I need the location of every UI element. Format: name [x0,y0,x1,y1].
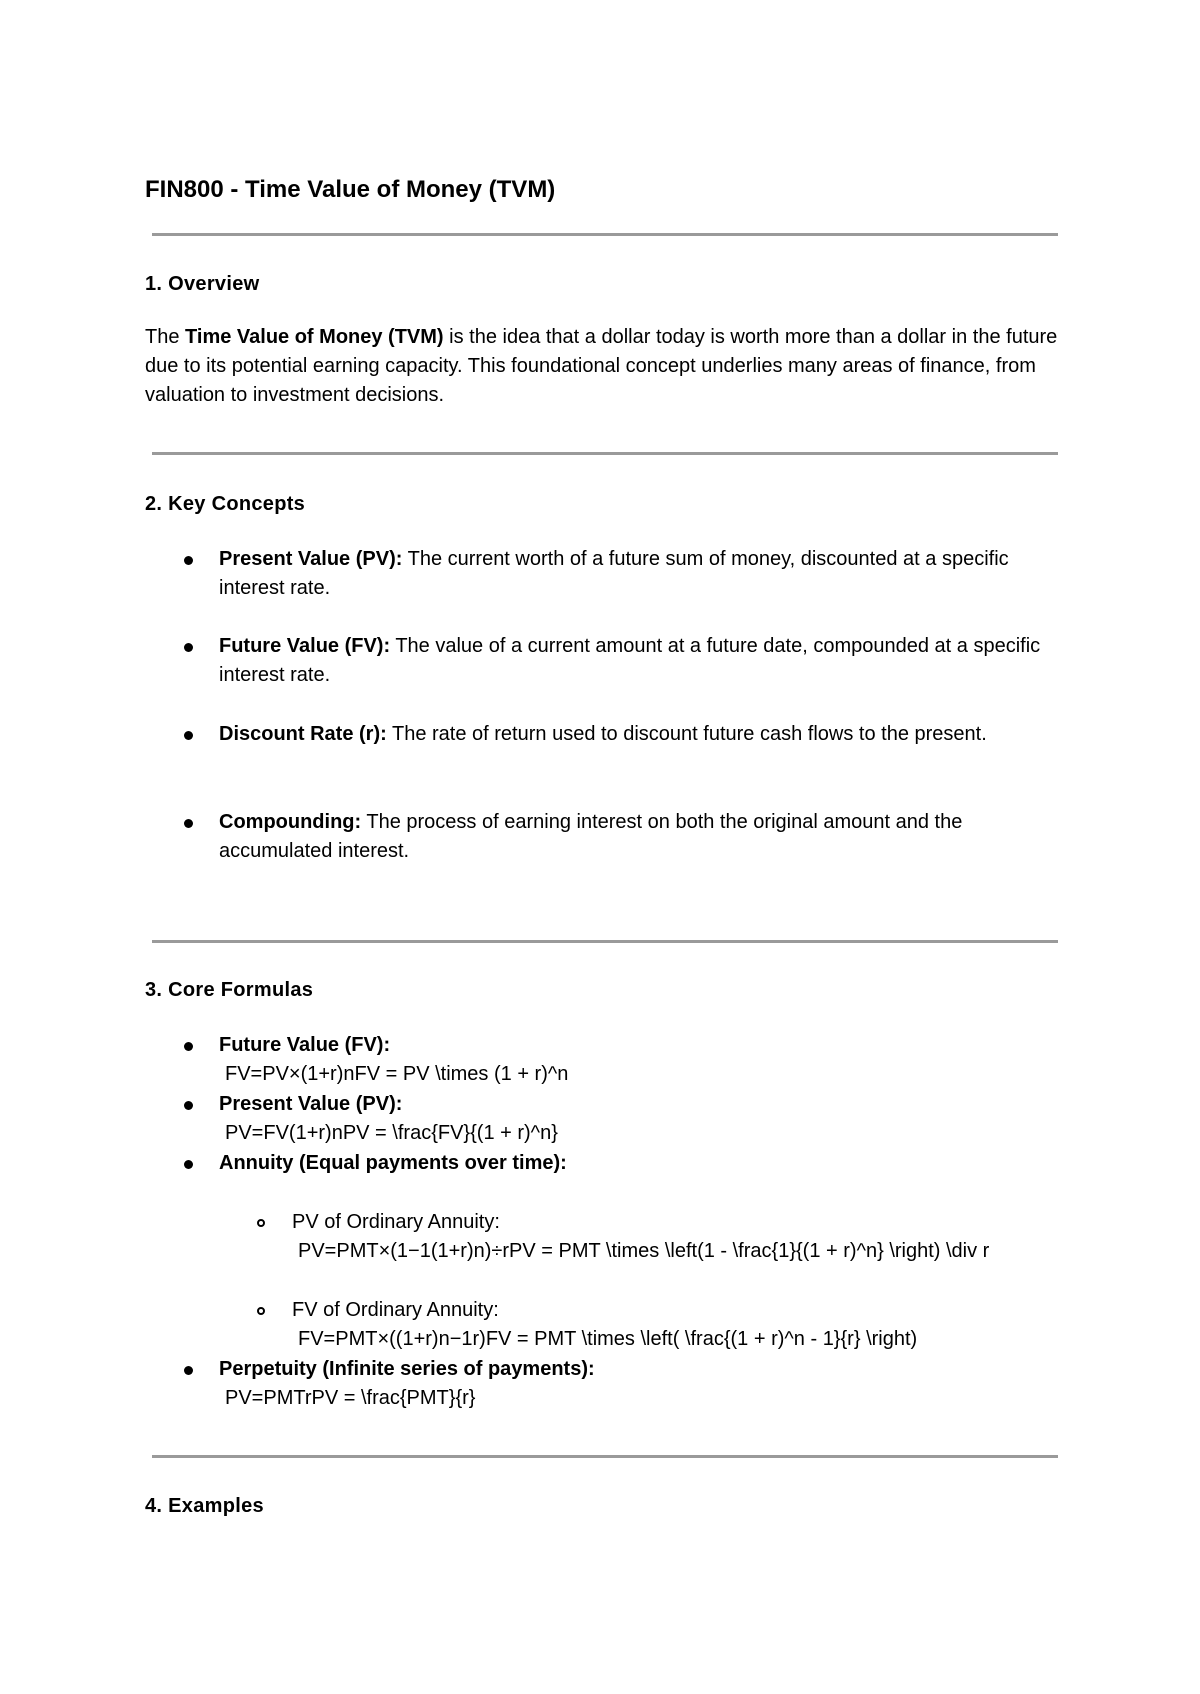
bullet-icon [184,1160,193,1169]
overview-heading: 1. Overview [145,273,260,295]
formula-item-pv [219,1090,1064,1148]
bullet-icon [184,1366,193,1375]
overview-text: is the idea that a dollar today is worth more than a dollar in the future due to its potential earning capacity. This foundational concept underlies many areas of finance, from valuation to investment decisions. [145,326,1058,406]
list-item [219,808,1064,866]
concept-term: Present Value (PV): [219,548,403,570]
divider [152,452,1058,455]
page-title: FIN800 - Time Value of Money (TVM) [145,176,556,203]
bullet-icon [184,1042,193,1051]
bullet-icon [184,819,193,828]
concept-term: Discount Rate (r): [219,723,387,745]
overview-term: Time Value of Money (TVM) [185,326,444,348]
formula-term: Perpetuity (Infinite series of payments): [219,1358,595,1380]
formula-text: FV=PMT×((1+r)n−1r)FV = PMT \times \left( \frac{(1 + r)^n - 1}{r} \right) [298,1328,918,1350]
divider [152,1455,1058,1458]
sub-item-label: FV of Ordinary Annuity: [292,1299,499,1321]
concept-term: Compounding: [219,811,362,833]
formula-text: PV=PMT×(1−1(1+r)n)÷rPV = PMT \times \left(1 - \frac{1}{(1 + r)^n} \right) \div r [298,1240,990,1262]
core-formulas-heading: 3. Core Formulas [145,979,314,1001]
divider [152,940,1058,943]
formula-item-annuity [219,1149,1064,1178]
concept-text: The process of earning interest on both the original amount and the accumulated interest. [219,811,963,862]
overview-paragraph [145,323,1060,410]
list-item [219,545,1064,603]
bullet-icon [184,643,193,652]
divider [152,233,1058,236]
examples-heading: 4. Examples [145,1495,264,1517]
overview-lead: The [145,326,186,348]
bullet-icon [184,1101,193,1110]
formula-text: PV=PMTrPV = \frac{PMT}{r} [225,1387,476,1409]
concept-text: The current worth of a future sum of money, discounted at a specific interest rate. [219,548,1009,599]
sub-item-pv-annuity [292,1208,1062,1266]
sub-item-label: PV of Ordinary Annuity: [292,1211,500,1233]
formula-item-fv [219,1031,1064,1089]
key-concepts-heading: 2. Key Concepts [145,493,306,515]
formula-text: PV=FV(1+r)nPV = \frac{FV}{(1 + r)^n} [225,1122,558,1144]
formula-term: Annuity (Equal payments over time): [219,1152,567,1174]
bullet-icon [184,731,193,740]
sub-item-fv-annuity [292,1296,1062,1354]
formula-text: FV=PV×(1+r)nFV = PV \times (1 + r)^n [225,1063,569,1085]
concept-text: The value of a current amount at a future date, compounded at a specific interest rate. [219,635,1041,686]
bullet-icon [184,556,193,565]
sub-bullet-icon [257,1307,265,1315]
concept-text: The rate of return used to discount future cash flows to the present. [386,723,987,745]
list-item [219,720,1064,749]
formula-term: Future Value (FV): [219,1034,391,1056]
formula-item-perpetuity [219,1355,1064,1413]
list-item [219,632,1064,690]
concept-term: Future Value (FV): [219,635,391,657]
formula-term: Present Value (PV): [219,1093,403,1115]
sub-bullet-icon [257,1219,265,1227]
